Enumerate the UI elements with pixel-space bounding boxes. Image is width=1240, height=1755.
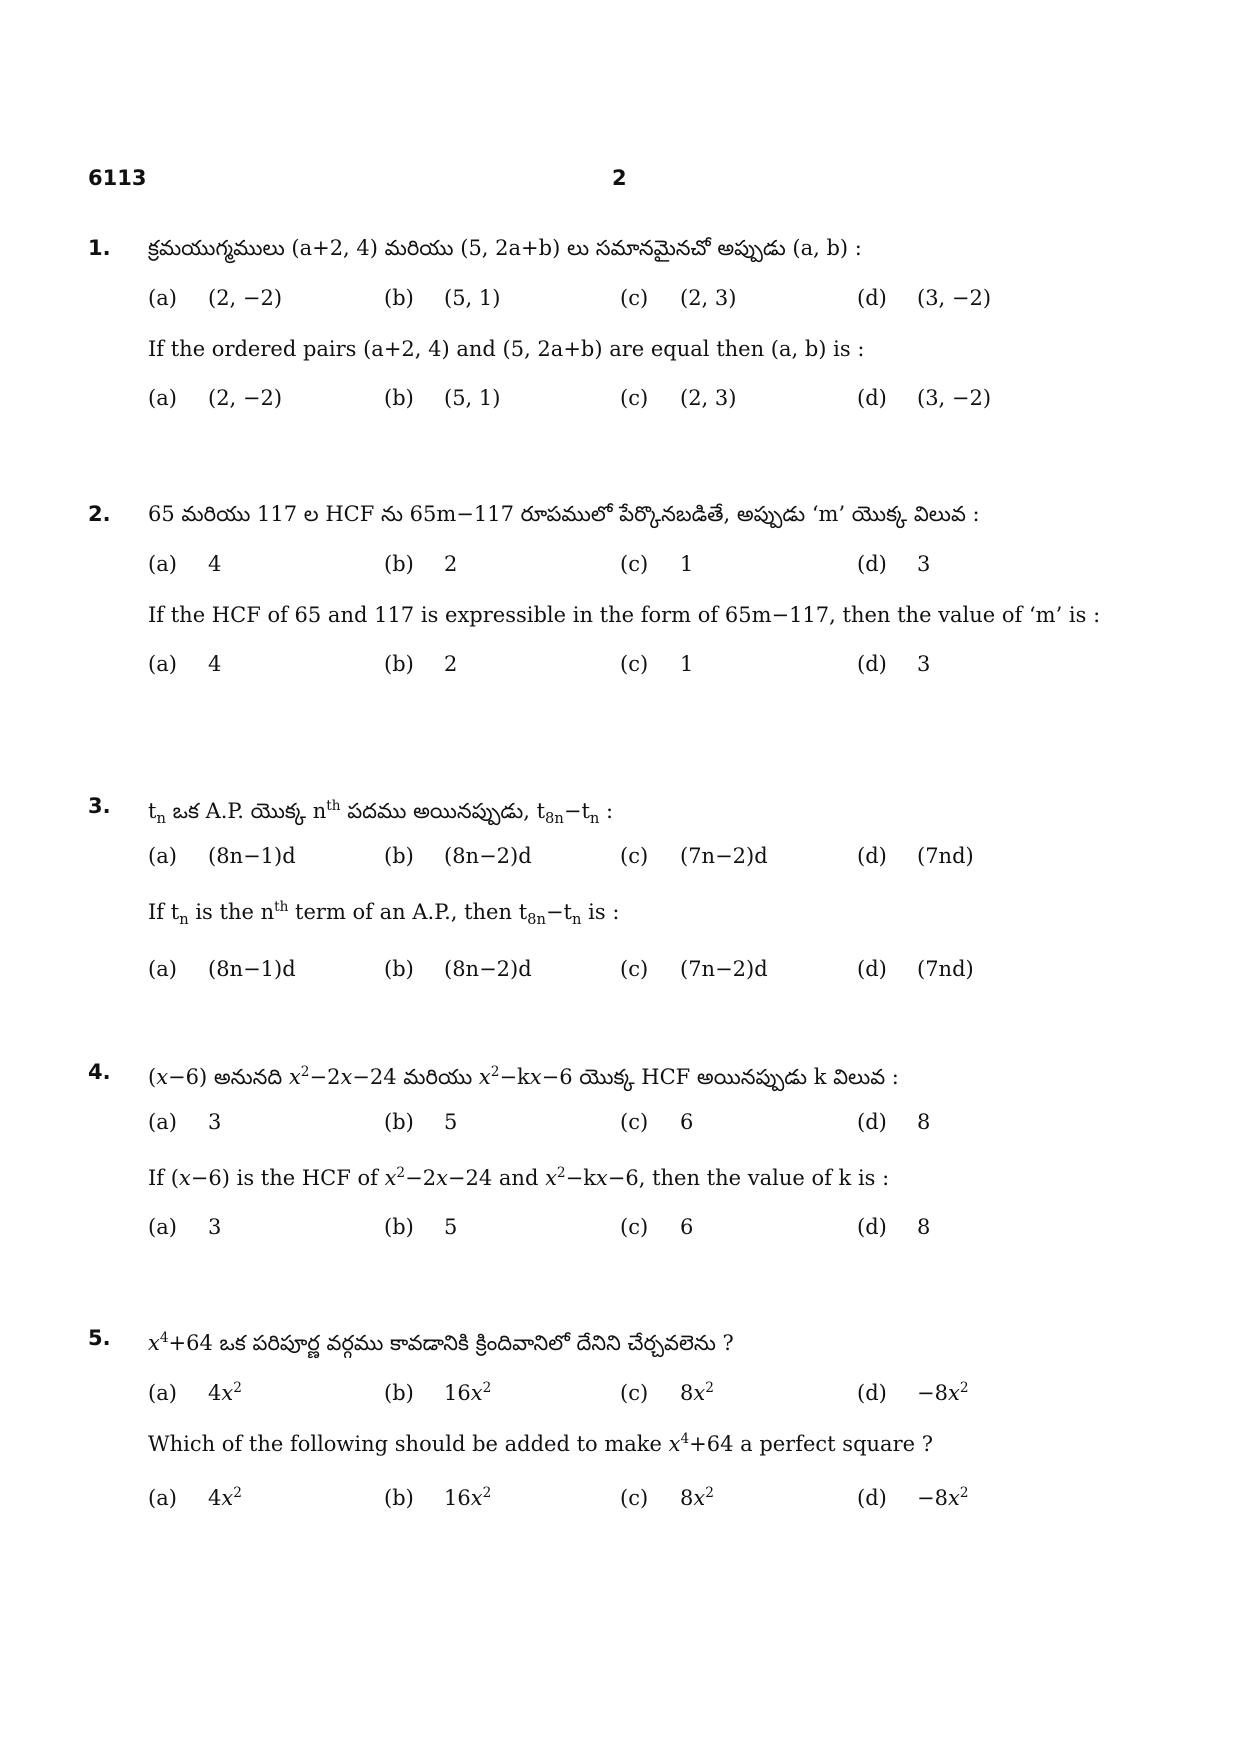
paper-code: 6113: [88, 166, 147, 190]
option-label: (b): [384, 1215, 414, 1239]
option-value: (8n−2)d: [444, 844, 532, 868]
option-label: (b): [384, 652, 414, 676]
option: [384, 840, 532, 872]
option: [148, 953, 296, 985]
option-value: 6: [680, 1215, 694, 1239]
option-label: (a): [148, 652, 177, 676]
question: [88, 1322, 1158, 1529]
question-stem-telugu: [88, 1322, 1158, 1372]
question-text-telugu: $t_n$ ఒక A.P. యొక్క $n^{th}$ పదము అయినప్పుడు, $t_{8n}-t_n$ :: [148, 798, 614, 828]
question-number: 2.: [88, 502, 111, 526]
option-label: (d): [857, 552, 887, 576]
option: [857, 548, 930, 580]
question-number: 1.: [88, 236, 111, 260]
option-value: 8: [917, 1110, 931, 1134]
telugu-options-row: [88, 282, 1158, 334]
option-value: 1: [680, 552, 694, 576]
option-value: $-8x^2$: [917, 1485, 969, 1510]
option-value: 2: [444, 652, 458, 676]
option-label: (a): [148, 844, 177, 868]
option-value: (7n−2)d: [680, 957, 768, 982]
option-value: (2, −2): [208, 286, 283, 310]
option-label: (b): [384, 844, 414, 868]
english-options-row: [88, 1211, 1158, 1263]
english-options-row: [88, 1477, 1158, 1529]
option-label: (d): [857, 1486, 887, 1510]
option: [857, 1477, 969, 1514]
option: [620, 953, 768, 985]
option: [384, 1106, 457, 1138]
option: [148, 840, 296, 872]
option-label: (b): [384, 1486, 414, 1510]
option-label: (b): [384, 1381, 414, 1405]
english-options-row: [88, 953, 1158, 1005]
option-value: (3, −2): [917, 386, 992, 410]
option-value: (7nd): [917, 844, 974, 868]
option-value: (8n−2)d: [444, 957, 532, 982]
option-label: (b): [384, 552, 414, 576]
option: [857, 1372, 969, 1409]
question: [88, 790, 1158, 1005]
option-value: (8n−1)d: [208, 844, 296, 868]
option-label: (c): [620, 652, 649, 676]
option-value: $8x^2$: [680, 1485, 714, 1510]
option-label: (a): [148, 1215, 177, 1239]
question-text-english: If $t_n$ is the $n^{th}$ term of an A.P., then $t_{8n}-t_n$ is :: [148, 899, 620, 929]
option: [620, 1211, 693, 1243]
option: [384, 648, 457, 680]
option: [148, 1477, 242, 1514]
option: [620, 840, 768, 872]
option-value: 6: [680, 1110, 694, 1134]
option-label: (a): [148, 1381, 177, 1405]
option-value: 3: [208, 1215, 222, 1239]
option-value: 3: [917, 652, 931, 676]
option-value: $16x^2$: [444, 1380, 492, 1405]
option-label: (d): [857, 957, 887, 982]
option-label: (c): [620, 957, 649, 982]
option-label: (d): [857, 1215, 887, 1239]
option-value: 4: [208, 552, 222, 576]
option: [620, 648, 693, 680]
option-value: (3, −2): [917, 286, 992, 310]
option: [384, 548, 457, 580]
page-number: 2: [612, 166, 627, 190]
question-stem-telugu: [88, 790, 1158, 840]
telugu-options-row: [88, 1106, 1158, 1158]
telugu-options-row: [88, 548, 1158, 600]
question: [88, 1056, 1158, 1263]
option: [148, 382, 282, 414]
option-label: (a): [148, 1110, 177, 1134]
question-text-telugu: క్రమయుగ్మములు (a+2, 4) మరియు (5, 2a+b) లు సమానమైనచో అప్పుడు (a, b) :: [148, 236, 862, 260]
option-label: (c): [620, 286, 649, 310]
option-value: $4x^2$: [208, 1380, 242, 1405]
question: [88, 232, 1158, 434]
option: [384, 953, 532, 985]
option: [620, 1372, 714, 1409]
option-value: $16x^2$: [444, 1485, 492, 1510]
option-value: 3: [208, 1110, 222, 1134]
option-value: 5: [444, 1110, 458, 1134]
option: [148, 648, 221, 680]
option-label: (a): [148, 386, 177, 410]
option-value: (8n−1)d: [208, 957, 296, 982]
question-number: 4.: [88, 1060, 111, 1084]
telugu-options-row: [88, 1372, 1158, 1424]
question-text-english: If the ordered pairs (a+2, 4) and (5, 2a+b) are equal then (a, b) is :: [148, 337, 865, 361]
option-label: (d): [857, 844, 887, 868]
option-label: (d): [857, 1110, 887, 1134]
option: [857, 1106, 930, 1138]
question-text-english: If (x−6) is the HCF of $x^2-2x-24$ and $x^2-kx-6$, then the value of k is :: [148, 1165, 890, 1190]
option-label: (c): [620, 1381, 649, 1405]
english-options-row: [88, 382, 1158, 434]
option-label: (b): [384, 386, 414, 410]
option: [148, 1106, 221, 1138]
option: [857, 648, 930, 680]
option: [384, 282, 500, 314]
question-text-telugu: $x^4+64$ ఒక పరిపూర్ణ వర్గము కావడానికి క్రిందివానిలో దేనిని చేర్చవలెను ?: [148, 1330, 734, 1355]
option: [148, 282, 282, 314]
option-value: (7nd): [917, 957, 974, 982]
option-value: 8: [917, 1215, 931, 1239]
question-text-english: If the HCF of 65 and 117 is expressible in the form of 65m−117, then the value of ‘m’ is :: [148, 603, 1101, 627]
question: [88, 498, 1158, 700]
option: [148, 1372, 242, 1409]
question-number: 5.: [88, 1326, 111, 1350]
option-label: (a): [148, 957, 177, 982]
option-value: 1: [680, 652, 694, 676]
option-value: (2, 3): [680, 286, 737, 310]
option-label: (a): [148, 552, 177, 576]
question-stem-telugu: [88, 232, 1158, 282]
option-value: 2: [444, 552, 458, 576]
option-label: (d): [857, 652, 887, 676]
question-text-telugu: 65 మరియు 117 ల HCF ను 65m−117 రూపములో పేర్కొనబడితే, అప్పుడు ‘m’ యొక్క విలువ :: [148, 502, 980, 526]
option: [620, 382, 736, 414]
option-value: $8x^2$: [680, 1380, 714, 1405]
option: [620, 1477, 714, 1514]
option: [857, 953, 974, 985]
option: [620, 1106, 693, 1138]
option: [857, 840, 974, 872]
option: [384, 1211, 457, 1243]
telugu-options-row: [88, 840, 1158, 892]
option: [620, 282, 736, 314]
option-value: $-8x^2$: [917, 1380, 969, 1405]
option-value: (2, 3): [680, 386, 737, 410]
option-label: (c): [620, 386, 649, 410]
question-number: 3.: [88, 794, 111, 818]
option-label: (c): [620, 1215, 649, 1239]
option-label: (c): [620, 1486, 649, 1510]
option-value: 5: [444, 1215, 458, 1239]
option-value: (2, −2): [208, 386, 283, 410]
option: [148, 1211, 221, 1243]
question-stem-telugu: [88, 1056, 1158, 1106]
option-label: (d): [857, 386, 887, 410]
option-label: (a): [148, 286, 177, 310]
option-label: (b): [384, 1110, 414, 1134]
option: [384, 1477, 491, 1514]
question-text-english: Which of the following should be added to make $x^4+64$ a perfect square ?: [148, 1431, 933, 1456]
option-label: (d): [857, 286, 887, 310]
option-label: (c): [620, 844, 649, 868]
option-value: $4x^2$: [208, 1485, 242, 1510]
option-value: (7n−2)d: [680, 844, 768, 868]
option: [857, 1211, 930, 1243]
question-stem-telugu: [88, 498, 1158, 548]
option-label: (c): [620, 552, 649, 576]
option-label: (c): [620, 1110, 649, 1134]
option: [148, 548, 221, 580]
option: [384, 1372, 491, 1409]
english-options-row: [88, 648, 1158, 700]
option-label: (a): [148, 1486, 177, 1510]
option-label: (d): [857, 1381, 887, 1405]
option: [857, 282, 991, 314]
option-value: (5, 1): [444, 286, 501, 310]
option-label: (b): [384, 957, 414, 982]
option: [857, 382, 991, 414]
option-value: (5, 1): [444, 386, 501, 410]
option-label: (b): [384, 286, 414, 310]
option: [620, 548, 693, 580]
option-value: 4: [208, 652, 222, 676]
question-text-telugu: (x−6) అనునది $x^2-2x-24$ మరియు $x^2-kx-6$ యొక్క HCF అయినప్పుడు k విలువ :: [148, 1064, 899, 1089]
option-value: 3: [917, 552, 931, 576]
option: [384, 382, 500, 414]
